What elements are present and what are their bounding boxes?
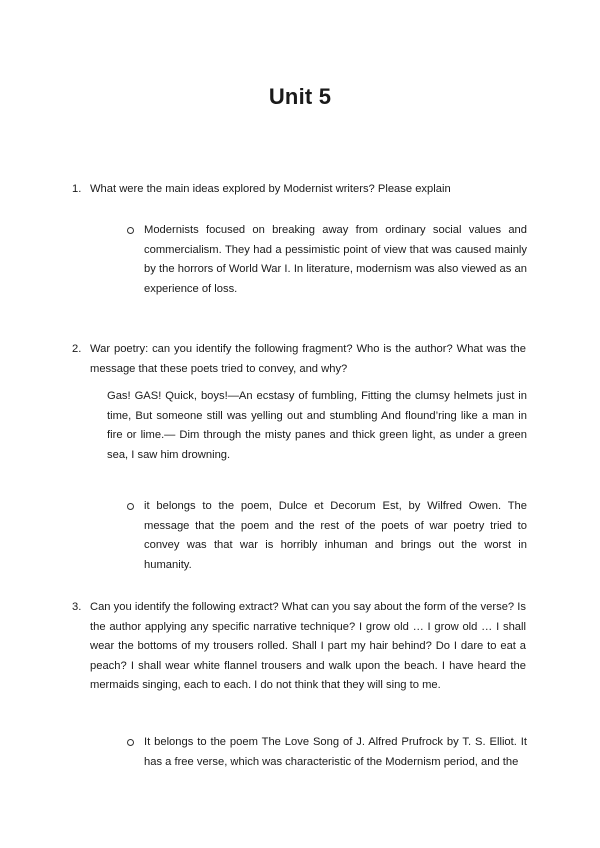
question-text: What were the main ideas explored by Modernist writers? Please explain: [90, 183, 451, 195]
question-2: [72, 340, 526, 379]
hollow-bullet-icon: [127, 739, 134, 746]
answer-text: Modernists focused on breaking away from ordinary social values and commercialism. They had a pessimistic point of view that was caused mainly by the horrors of World War I. In literature, modernism was also viewed as an experience of loss.: [144, 224, 527, 295]
question-text: War poetry: can you identify the following fragment? Who is the author? What was the message that these poets tried to convey, and why?: [90, 343, 526, 375]
answer-text: It belongs to the poem The Love Song of J. Alfred Prufrock by T. S. Elliot. It has a free verse, which was characteristic of the Modernism period, and the: [144, 736, 527, 768]
answer-2: [144, 497, 527, 575]
question-number: 1.: [72, 183, 82, 195]
answer-1: [144, 221, 527, 299]
answer-3: [144, 733, 527, 772]
hollow-bullet-icon: [127, 227, 134, 234]
hollow-bullet-icon: [127, 503, 134, 510]
question-3: [72, 598, 526, 696]
page-title: Unit 5: [268, 84, 332, 109]
question-text: Can you identify the following extract? What can you say about the form of the verse? Is the author applying any specific narrative technique? I grow old … I grow old … I shall wear the bottoms of my trousers rolled. Shall I part my hair behind? Do I dare to eat a peach? I shall wear white flannel trousers and walk upon the beach. I have heard the mermaids singing, each to each. I do not think that they will sing to me.: [90, 601, 526, 691]
question-1: [72, 180, 526, 200]
question-number: 2.: [72, 343, 82, 355]
poem-fragment: Gas! GAS! Quick, boys!—An ecstasy of fumbling, Fitting the clumsy helmets just in time, But someone still was yelling out and stumbling And flound’ring like a man in fire or lime.— Dim through the misty panes and thick green light, as under a green sea, I saw him drowning.: [107, 390, 527, 461]
question-number: 3.: [72, 601, 82, 613]
answer-text: it belongs to the poem, Dulce et Decorum Est, by Wilfred Owen. The message that the poem and the rest of the poets of war poetry tried to convey was that war is horribly inhuman and brings out the worst in humanity.: [144, 500, 527, 571]
